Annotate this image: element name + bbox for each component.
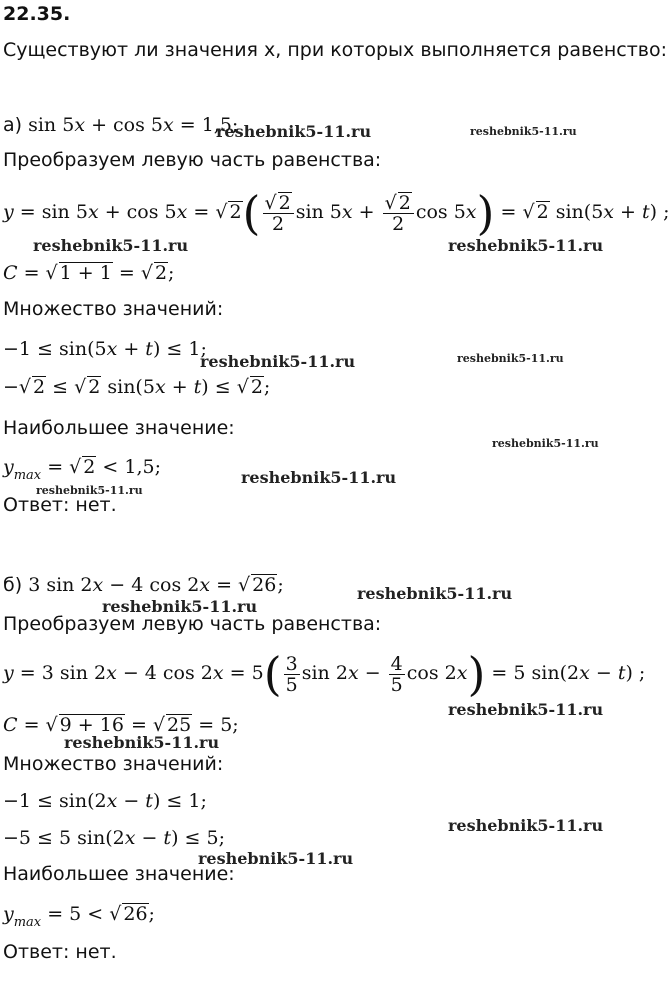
- part-a-set-text: Множество значений:: [3, 298, 224, 320]
- part-a-max-text: Наибольшее значение:: [3, 417, 235, 439]
- part-b-inequality-2: −5 ≤ 5 sin(2x − t) ≤ 5;: [3, 827, 225, 849]
- part-a-c-line: C = √ 1 + 1 = √ 2;: [3, 262, 175, 284]
- part-b-ymax-line: $y_{max} = 5$ < √ 26;: [3, 903, 155, 930]
- part-a-inequality-1: −1 ≤ sin(5x + t) ≤ 1;: [3, 338, 207, 360]
- watermark: reshebnik5-11.ru: [216, 122, 372, 141]
- watermark: reshebnik5-11.ru: [357, 584, 513, 603]
- watermark: reshebnik5-11.ru: [470, 125, 577, 138]
- part-b-max-text: Наибольшее значение:: [3, 863, 235, 885]
- part-b-answer: Ответ: нет.: [3, 941, 117, 963]
- part-a-inequality-2: −√ 2 ≤ √ 2 sin(5x + t) ≤ √ 2;: [3, 376, 271, 398]
- part-a-transform-text: Преобразуем левую часть равенства:: [3, 149, 382, 171]
- watermark: reshebnik5-11.ru: [448, 236, 604, 255]
- part-a-y-equation: y = sin 5x + cos 5x = √ 2( $\frac{√ 2}{2}$ sin 5x + $\frac{√ 2}{2}$ cos 5x) = √ 2 sin(5x + t) ;: [3, 186, 670, 240]
- part-b-inequality-1: −1 ≤ sin(2x − t) ≤ 1;: [3, 790, 207, 812]
- question-text: Существуют ли значения x, при которых выполняется равенство:: [3, 39, 668, 61]
- watermark: reshebnik5-11.ru: [457, 352, 564, 365]
- part-b-y-equation: y = 3 sin 2x − 4 cos 2x = 5( $\frac{3}{5}$ sin 2x − $\frac{4}{5}$ cos 2x) = 5 sin(2x − t) ;: [3, 647, 646, 701]
- part-b-equation: б) 3 sin 2x − 4 cos 2x = √ 26;: [3, 574, 284, 596]
- part-a-equation: а) sin 5x + cos 5x = 1,5;: [3, 114, 239, 136]
- problem-number: 22.35.: [3, 3, 71, 25]
- part-a-answer: Ответ: нет.: [3, 494, 117, 516]
- watermark: reshebnik5-11.ru: [36, 484, 143, 497]
- part-b-transform-text: Преобразуем левую часть равенства:: [3, 613, 382, 635]
- watermark: reshebnik5-11.ru: [448, 816, 604, 835]
- watermark: reshebnik5-11.ru: [33, 236, 189, 255]
- part-a-ymax-line: $y_{max}$ = √ 2 < 1,5;: [3, 456, 161, 483]
- watermark: reshebnik5-11.ru: [241, 468, 397, 487]
- watermark: reshebnik5-11.ru: [198, 849, 354, 868]
- watermark: reshebnik5-11.ru: [64, 733, 220, 752]
- part-b-c-line: C = √ 9 + 16 = √ 25 = 5;: [3, 714, 239, 736]
- watermark: reshebnik5-11.ru: [448, 700, 604, 719]
- watermark: reshebnik5-11.ru: [200, 352, 356, 371]
- watermark: reshebnik5-11.ru: [492, 437, 599, 450]
- watermark: reshebnik5-11.ru: [102, 597, 258, 616]
- part-b-set-text: Множество значений:: [3, 753, 224, 775]
